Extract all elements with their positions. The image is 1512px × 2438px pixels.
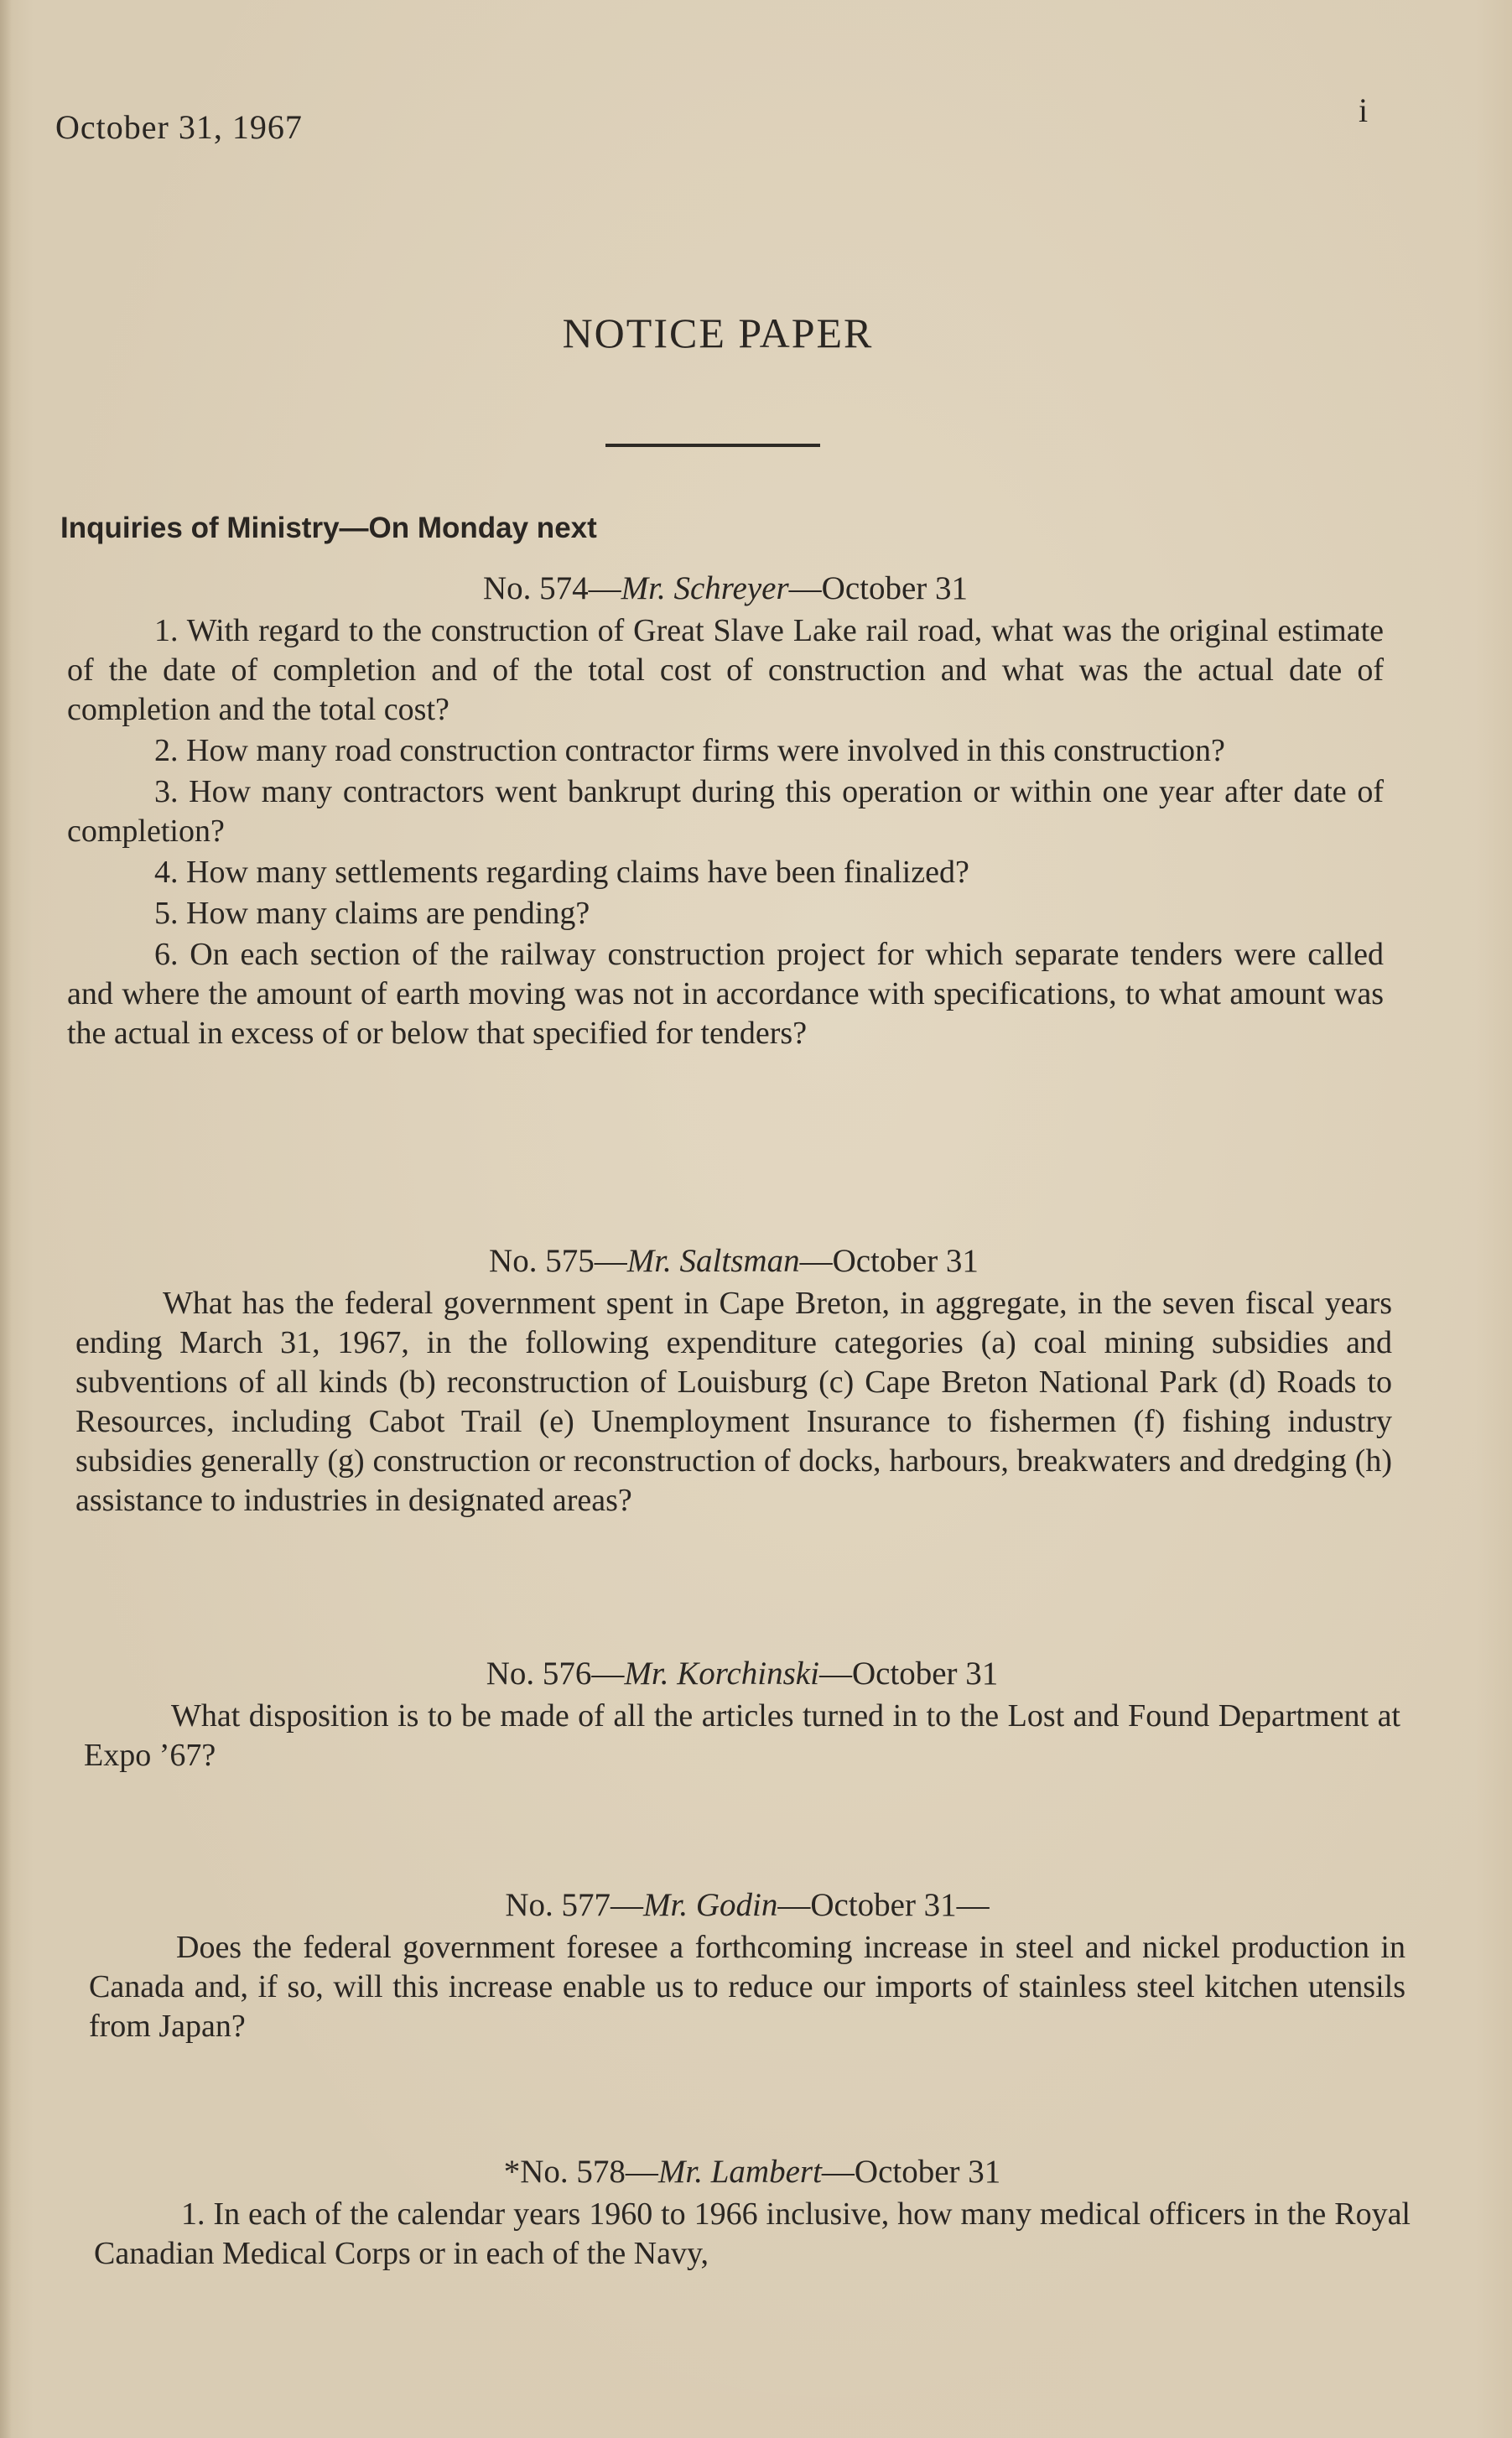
question-paragraph: 5. How many claims are pending? xyxy=(154,896,590,931)
question-date: —October 31 xyxy=(788,570,969,606)
question-number: *No. 578— xyxy=(503,2154,658,2190)
page-number: i xyxy=(1359,91,1369,129)
question-578 xyxy=(94,2152,1411,2275)
question-576 xyxy=(84,1654,1400,1777)
question-date: —October 31 xyxy=(818,1656,999,1692)
question-date: —October 31 xyxy=(799,1243,979,1279)
question-member: Mr. Godin xyxy=(642,1887,778,1923)
question-paragraph: 1. With regard to the construction of Great Slave Lake rail road, what was the original estimate of the date of completion and of the total cost of construction and what was the actual date of completion and the total cost? xyxy=(67,613,1384,727)
question-date: —October 31— xyxy=(777,1887,990,1923)
question-574 xyxy=(67,569,1384,1055)
question-heading xyxy=(67,569,1384,608)
question-paragraph: 1. In each of the calendar years 1960 to 1966 inclusive, how many medical officers in the Royal Canadian Medical Corps or in each of the Navy, xyxy=(94,2196,1411,2271)
question-paragraph: 6. On each section of the railway construction project for which separate tenders were called and where the amount of earth moving was not in accordance with specifications, to what amount was the actual in excess of or below that specified for tenders? xyxy=(67,937,1384,1051)
question-paragraph: Does the federal government foresee a forthcoming increase in steel and nickel production in Canada and, if so, will this increase enable us to reduce our imports of stainless steel kitchen utensils from Japan? xyxy=(89,1930,1405,2044)
page-date: October 31, 1967 xyxy=(55,108,303,146)
question-paragraph: What has the federal government spent in Cape Breton, in aggregate, in the seven fiscal years ending March 31, 1967, in the following expenditure categories (a) coal mining subsidies and subventions of all kinds (b) reconstruction of Louisburg (c) Cape Breton National Park (d) Roads to Resources, including Cabot Trail (e) Unemployment Insurance to fishermen (f) fishing industry subsidies generally (g) construction or reconstruction of docks, harbours, breakwaters and dredging (h) assistance to industries in designated areas? xyxy=(75,1286,1392,1518)
question-heading xyxy=(94,2152,1411,2191)
question-paragraph: 2. How many road construction contractor firms were involved in this construction? xyxy=(154,733,1225,768)
question-member: Mr. Lambert xyxy=(657,2154,822,2190)
question-heading xyxy=(84,1654,1400,1693)
question-number: No. 576— xyxy=(486,1656,625,1692)
question-575 xyxy=(75,1241,1392,1522)
question-577 xyxy=(89,1885,1405,2048)
question-member: Mr. Schreyer xyxy=(621,570,789,606)
question-heading xyxy=(89,1885,1405,1925)
question-heading xyxy=(75,1241,1392,1281)
question-paragraph: 3. How many contractors went bankrupt during this operation or within one year after date of completion? xyxy=(67,774,1384,849)
question-number: No. 577— xyxy=(505,1887,643,1923)
question-number: No. 574— xyxy=(482,570,621,606)
question-member: Mr. Saltsman xyxy=(626,1243,800,1279)
question-member: Mr. Korchinski xyxy=(624,1656,819,1692)
question-number: No. 575— xyxy=(489,1243,627,1279)
question-paragraph: 4. How many settlements regarding claims have been finalized? xyxy=(154,855,969,890)
section-heading: Inquiries of Ministry—On Monday next xyxy=(60,512,597,544)
title-divider xyxy=(605,444,820,447)
page-binding-shadow xyxy=(0,0,12,2438)
question-date: —October 31 xyxy=(821,2154,1001,2190)
question-paragraph: What disposition is to be made of all the articles turned in to the Lost and Found Department at Expo ’67? xyxy=(84,1698,1400,1773)
page-title: NOTICE PAPER xyxy=(562,309,874,356)
